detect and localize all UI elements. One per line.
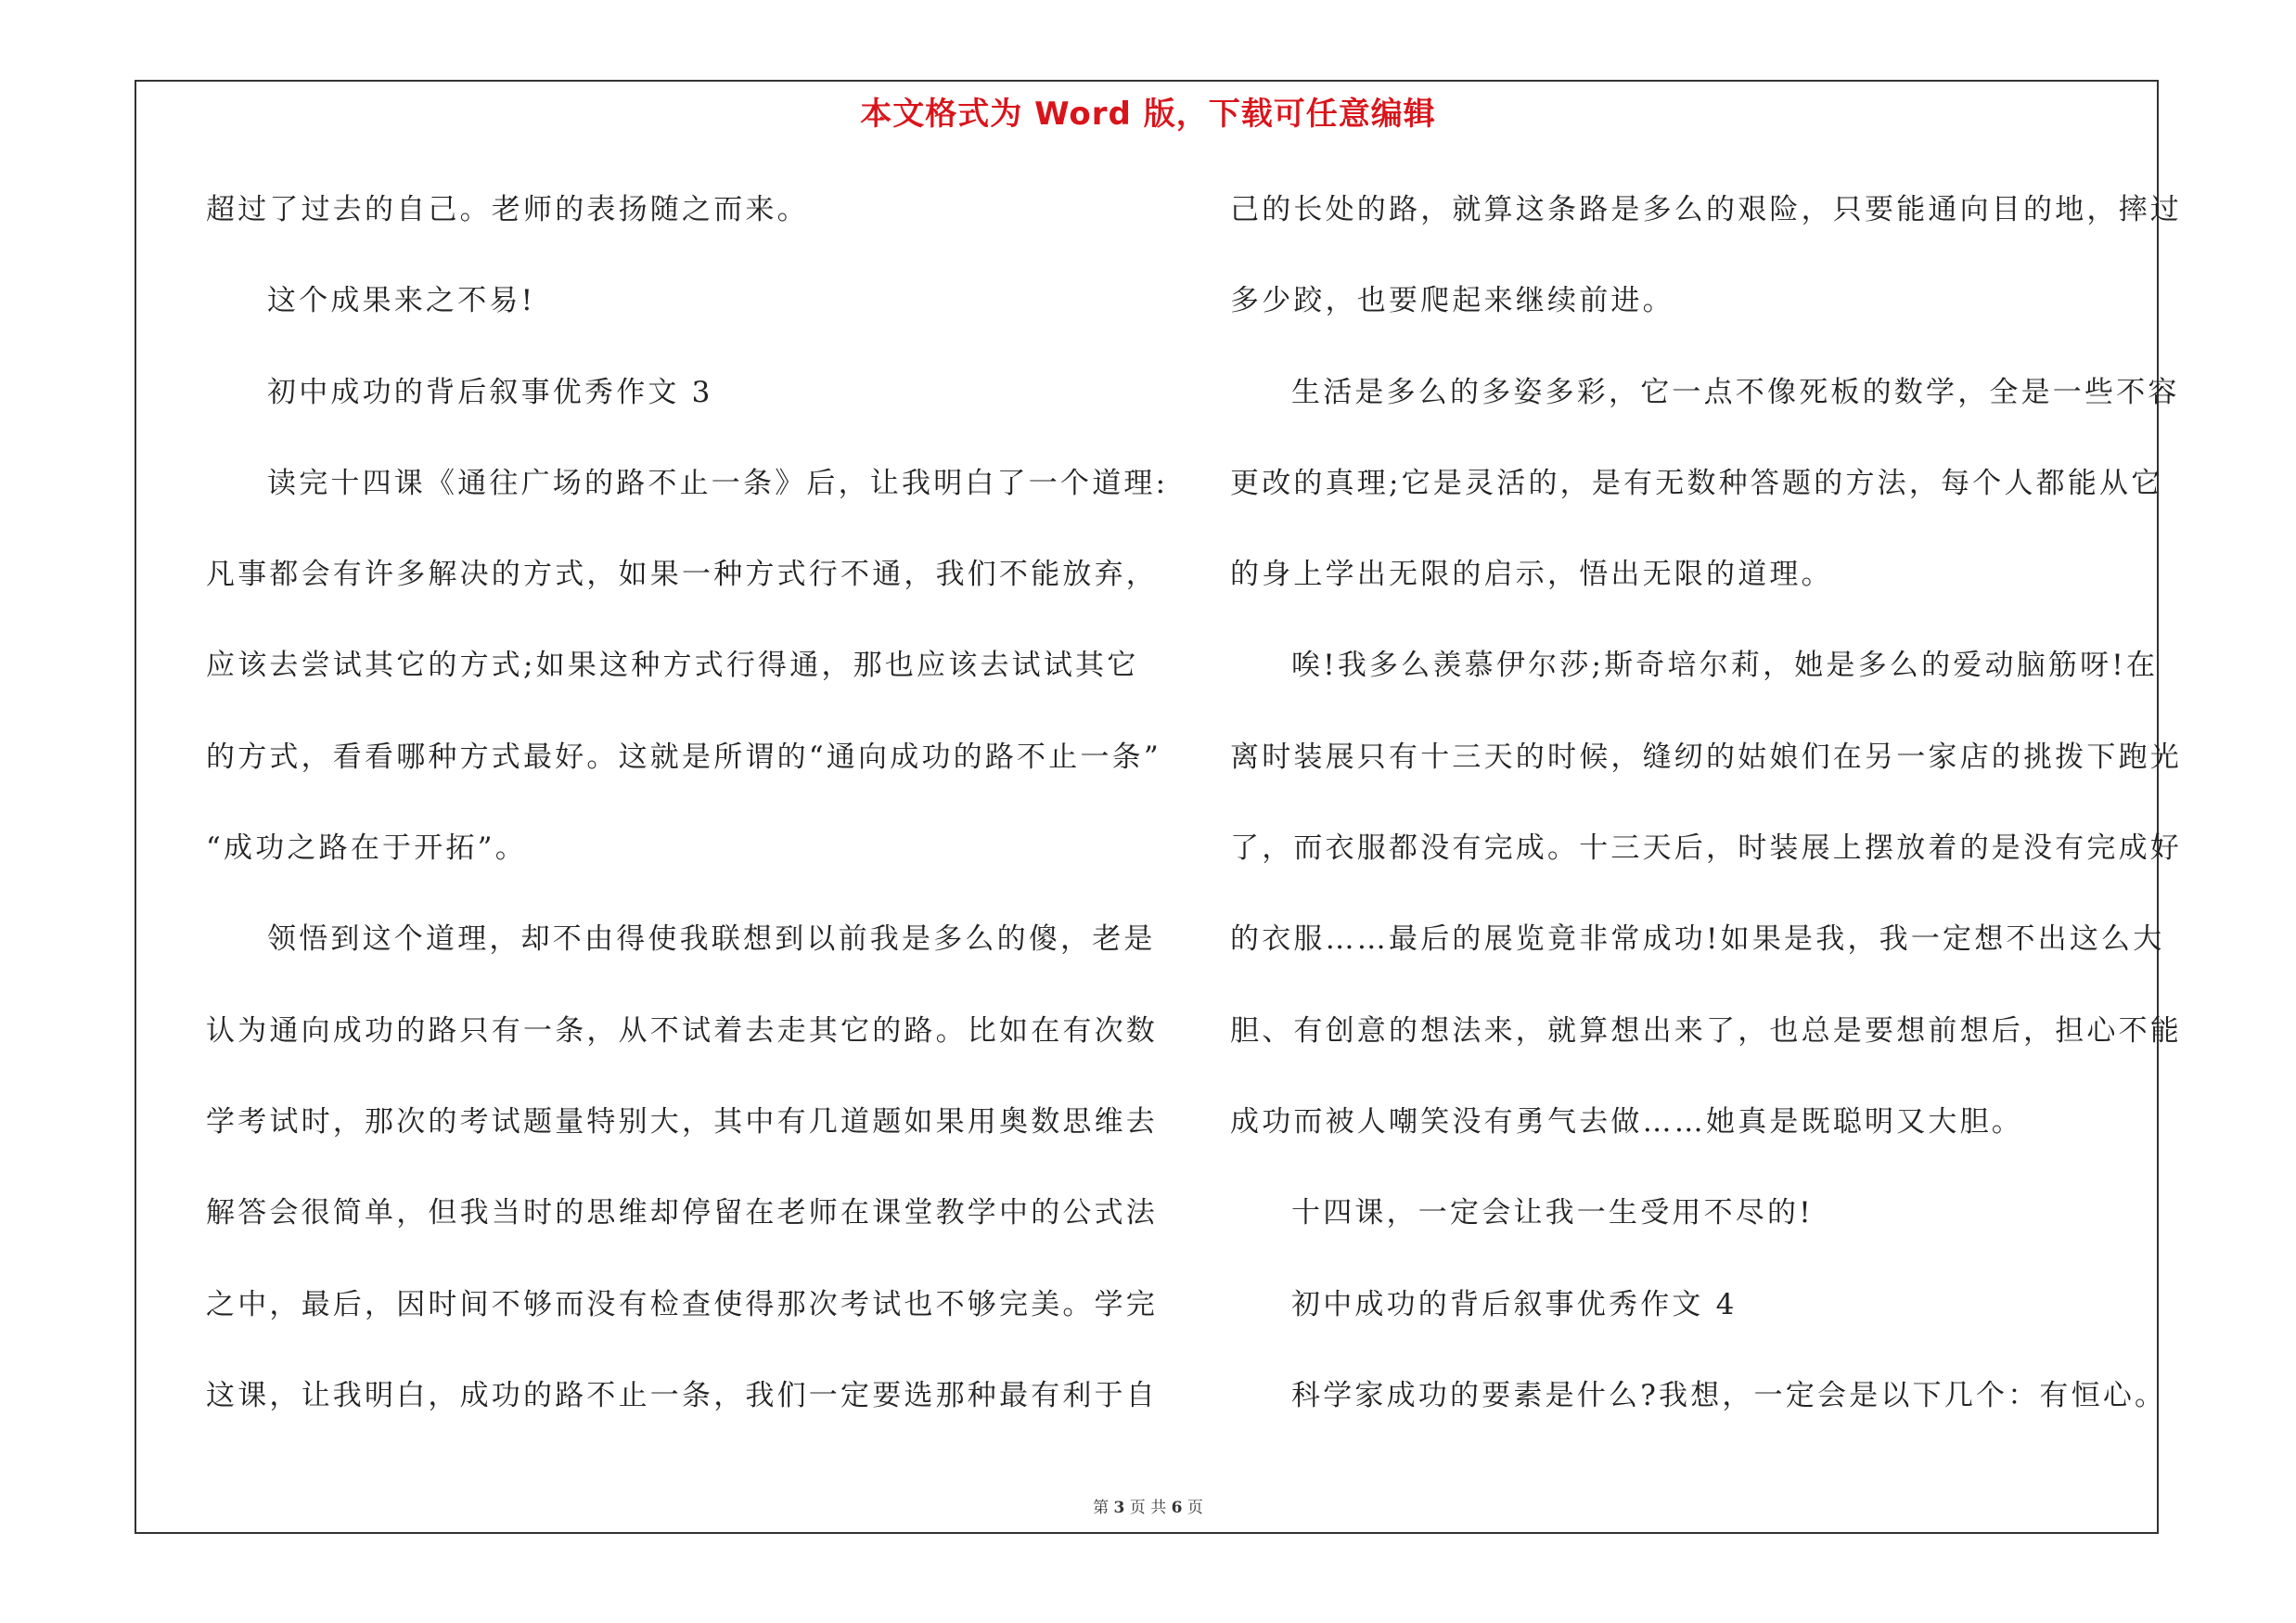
text-line: 生活是多么的多姿多彩，它一点不像死板的数学，全是一些不容 <box>1291 375 2180 409</box>
text-line: 的身上学出无限的启示，悟出无限的道理。 <box>1230 558 1833 592</box>
text-line: 的衣服……最后的展览竟非常成功!如果是我，我一定想不出这么大 <box>1230 922 2165 957</box>
text-line: 领悟到这个道理，却不由得使我联想到以前我是多么的傻，老是 <box>267 922 1156 957</box>
text-line: 多少跤，也要爬起来继续前进。 <box>1230 284 1674 318</box>
text-line: 应该去尝试其它的方式;如果这种方式行得通，那也应该去试试其它 <box>206 649 1139 683</box>
word-format-banner: 本文格式为 Word 版，下载可任意编辑 <box>860 96 1436 133</box>
footer-prefix: 第 <box>1093 1499 1110 1517</box>
text-line: 初中成功的背后叙事优秀作文 4 <box>1291 1287 1738 1321</box>
right-text-column <box>1230 184 2182 1461</box>
text-line: 解答会很简单，但我当时的思维却停留在老师在课堂教学中的公式法 <box>206 1196 1158 1230</box>
footer-middle: 页 共 <box>1129 1499 1167 1517</box>
text-line: 初中成功的背后叙事优秀作文 3 <box>267 375 713 409</box>
text-line: “成功之路在于开拓”。 <box>206 831 527 866</box>
text-line: 科学家成功的要素是什么?我想，一定会是以下几个：有恒心。 <box>1291 1378 2167 1412</box>
text-line: 十四课，一定会让我一生受用不尽的! <box>1291 1196 1814 1230</box>
text-line: 己的长处的路，就算这条路是多么的艰险，只要能通向目的地，摔过 <box>1230 193 2182 226</box>
text-line: 读完十四课《通往广场的路不止一条》后，让我明白了一个道理: <box>267 466 1169 500</box>
footer-current-page: 3 <box>1113 1499 1125 1517</box>
text-line: 唉!我多么羡慕伊尔莎;斯奇培尔莉，她是多么的爱动脑筋呀!在 <box>1291 649 2159 683</box>
text-line: 了，而衣服都没有完成。十三天后，时装展上摆放着的是没有完成好 <box>1230 831 2182 866</box>
text-line: 胆、有创意的想法来，就算想出来了，也总是要想前想后，担心不能 <box>1230 1013 2182 1048</box>
text-line: 超过了过去的自己。老师的表扬随之而来。 <box>206 193 809 226</box>
text-line: 凡事都会有许多解决的方式，如果一种方式行不通，我们不能放弃， <box>206 558 1158 592</box>
text-line: 更改的真理;它是灵活的，是有无数种答题的方法，每个人都能从它 <box>1230 466 2163 500</box>
text-line: 之中，最后，因时间不够而没有检查使得那次考试也不够完美。学完 <box>206 1287 1158 1321</box>
text-line: 离时装展只有十三天的时候，缝纫的姑娘们在另一家店的挑拨下跑光 <box>1230 740 2182 774</box>
text-line: 成功而被人嘲笑没有勇气去做……她真是既聪明又大胆。 <box>1230 1104 2023 1139</box>
text-line: 认为通向成功的路只有一条，从不试着去走其它的路。比如在有次数 <box>206 1013 1158 1048</box>
text-line: 学考试时，那次的考试题量特别大，其中有几道题如果用奥数思维去 <box>206 1104 1158 1139</box>
page-footer <box>0 1494 2296 1517</box>
footer-total-pages: 6 <box>1171 1499 1183 1517</box>
text-line: 这课，让我明白，成功的路不止一条，我们一定要选那种最有利于自 <box>206 1378 1158 1412</box>
text-line: 这个成果来之不易! <box>267 284 536 318</box>
footer-suffix: 页 <box>1186 1499 1203 1517</box>
left-text-column <box>206 184 1169 1461</box>
text-line: 的方式，看看哪种方式最好。这就是所谓的“通向成功的路不止一条” <box>206 740 1161 774</box>
